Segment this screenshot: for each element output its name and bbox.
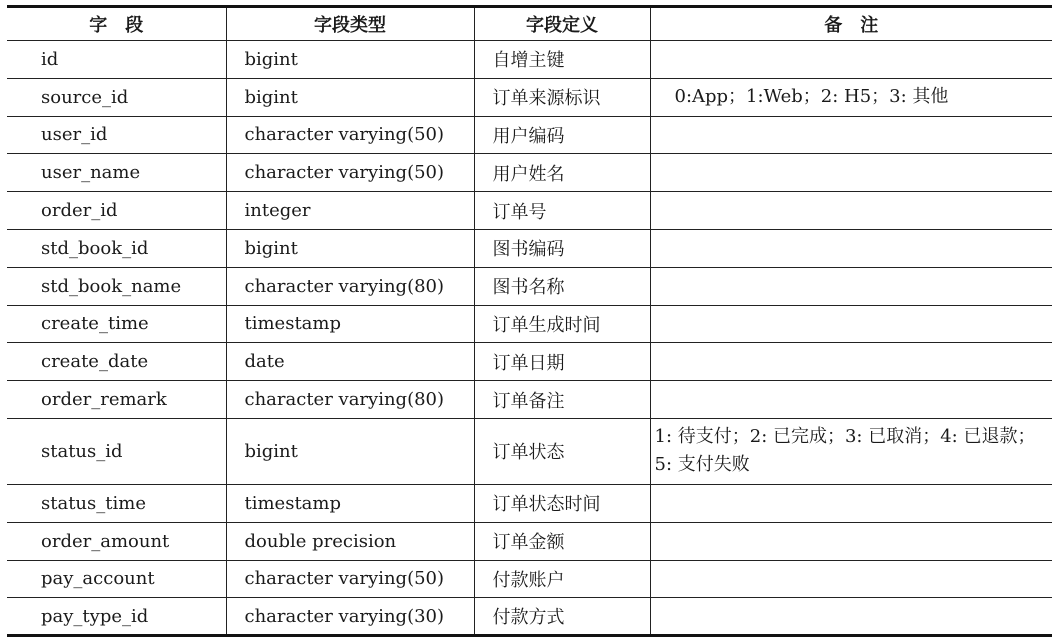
table-header	[7, 7, 1052, 41]
field-cell: pay_account	[7, 560, 226, 598]
type-cell: bigint	[226, 41, 474, 79]
table-row	[7, 154, 1052, 192]
type-cell: timestamp	[226, 305, 474, 343]
remark-cell	[650, 343, 1052, 381]
remark-cell	[650, 192, 1052, 230]
remark-cell	[650, 41, 1052, 79]
definition-cell: 订单号	[474, 192, 650, 230]
table-row	[7, 305, 1052, 343]
type-cell: double precision	[226, 522, 474, 560]
type-cell: bigint	[226, 418, 474, 484]
field-cell: order_remark	[7, 381, 226, 419]
header-type: 字段类型	[226, 7, 474, 41]
definition-cell: 用户姓名	[474, 154, 650, 192]
field-cell: create_time	[7, 305, 226, 343]
type-cell: character varying(80)	[226, 381, 474, 419]
definition-cell: 付款账户	[474, 560, 650, 598]
header-remark: 备 注	[650, 7, 1052, 41]
field-cell: status_time	[7, 484, 226, 522]
remark-cell	[650, 560, 1052, 598]
table-row	[7, 267, 1052, 305]
definition-cell: 用户编码	[474, 116, 650, 154]
type-cell: timestamp	[226, 484, 474, 522]
field-cell: source_id	[7, 78, 226, 116]
field-cell: std_book_name	[7, 267, 226, 305]
type-cell: integer	[226, 192, 474, 230]
field-cell: status_id	[7, 418, 226, 484]
table-row	[7, 78, 1052, 116]
table-row	[7, 381, 1052, 419]
table-row	[7, 192, 1052, 230]
schema-table	[7, 5, 1052, 637]
definition-cell: 订单来源标识	[474, 78, 650, 116]
type-cell: character varying(30)	[226, 598, 474, 636]
remark-cell	[650, 305, 1052, 343]
table-body	[7, 41, 1052, 636]
header-field: 字 段	[7, 7, 226, 41]
definition-cell: 订单生成时间	[474, 305, 650, 343]
table-row	[7, 343, 1052, 381]
type-cell: character varying(50)	[226, 560, 474, 598]
remark-cell	[650, 229, 1052, 267]
definition-cell: 订单状态	[474, 418, 650, 484]
remark-cell	[650, 154, 1052, 192]
remark-cell	[650, 381, 1052, 419]
schema-table-container	[7, 5, 1052, 637]
remark-cell: 0:App；1:Web；2: H5；3: 其他	[650, 78, 1052, 116]
definition-cell: 订单状态时间	[474, 484, 650, 522]
remark-cell	[650, 522, 1052, 560]
table-row	[7, 418, 1052, 484]
table-row	[7, 229, 1052, 267]
field-cell: user_name	[7, 154, 226, 192]
remark-cell: 1: 待支付；2: 已完成；3: 已取消；4: 已退款；5: 支付失败	[650, 418, 1052, 484]
remark-cell	[650, 484, 1052, 522]
field-cell: create_date	[7, 343, 226, 381]
field-cell: std_book_id	[7, 229, 226, 267]
type-cell: character varying(50)	[226, 116, 474, 154]
definition-cell: 订单金额	[474, 522, 650, 560]
table-row	[7, 116, 1052, 154]
field-cell: id	[7, 41, 226, 79]
field-cell: pay_type_id	[7, 598, 226, 636]
field-cell: order_amount	[7, 522, 226, 560]
field-cell: user_id	[7, 116, 226, 154]
table-row	[7, 41, 1052, 79]
type-cell: character varying(80)	[226, 267, 474, 305]
remark-cell	[650, 598, 1052, 636]
remark-cell	[650, 116, 1052, 154]
type-cell: date	[226, 343, 474, 381]
definition-cell: 图书名称	[474, 267, 650, 305]
definition-cell: 付款方式	[474, 598, 650, 636]
type-cell: character varying(50)	[226, 154, 474, 192]
table-row	[7, 598, 1052, 636]
type-cell: bigint	[226, 78, 474, 116]
definition-cell: 自增主键	[474, 41, 650, 79]
definition-cell: 订单备注	[474, 381, 650, 419]
table-row	[7, 560, 1052, 598]
header-definition: 字段定义	[474, 7, 650, 41]
remark-cell	[650, 267, 1052, 305]
field-cell: order_id	[7, 192, 226, 230]
definition-cell: 图书编码	[474, 229, 650, 267]
table-row	[7, 522, 1052, 560]
header-row	[7, 7, 1052, 41]
definition-cell: 订单日期	[474, 343, 650, 381]
table-row	[7, 484, 1052, 522]
type-cell: bigint	[226, 229, 474, 267]
